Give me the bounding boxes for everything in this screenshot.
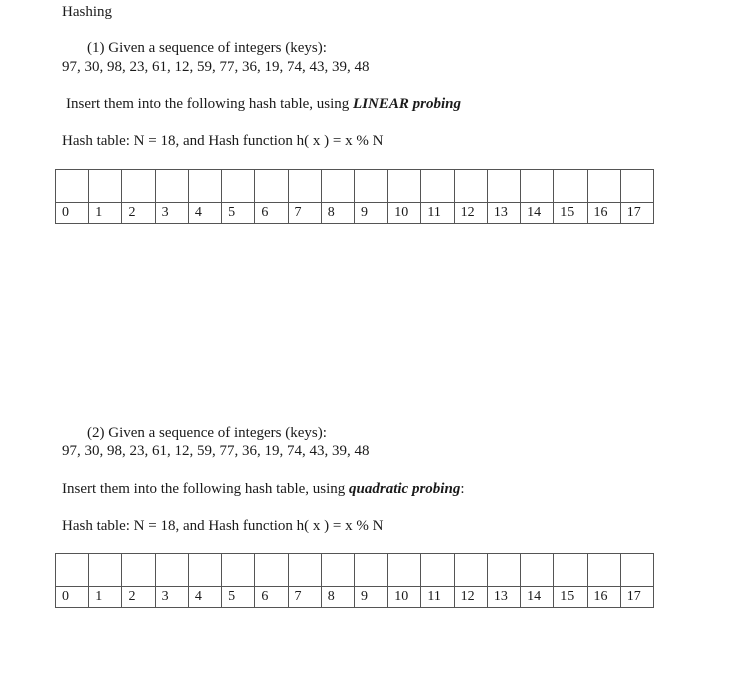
- hash-slot-11[interactable]: [421, 554, 454, 587]
- hash-slot-17[interactable]: [620, 170, 653, 203]
- hash-slot-14[interactable]: [521, 554, 554, 587]
- part2-instruction: [62, 480, 465, 498]
- hash-index-4: 4: [188, 203, 221, 224]
- part1-instruction: [66, 95, 461, 113]
- hash-slot-12[interactable]: [454, 554, 487, 587]
- hash-index-6: 6: [255, 587, 288, 608]
- hash-slot-15[interactable]: [554, 554, 587, 587]
- hash-index-17: 17: [620, 587, 653, 608]
- hash-slot-10[interactable]: [388, 554, 421, 587]
- part2-keys: 97, 30, 98, 23, 61, 12, 59, 77, 36, 19, 74, 43, 39, 48: [62, 443, 370, 459]
- hash-index-9: 9: [354, 587, 387, 608]
- hash-index-12: 12: [454, 587, 487, 608]
- hash-slot-13[interactable]: [487, 170, 520, 203]
- hash-table-2-index-row: [56, 587, 654, 608]
- hash-index-11: 11: [421, 587, 454, 608]
- hash-slot-6[interactable]: [255, 170, 288, 203]
- hash-index-7: 7: [288, 203, 321, 224]
- hash-slot-7[interactable]: [288, 170, 321, 203]
- hash-index-13: 13: [487, 203, 520, 224]
- hash-index-1: 1: [89, 587, 122, 608]
- hash-index-10: 10: [388, 587, 421, 608]
- hash-index-6: 6: [255, 203, 288, 224]
- hash-index-3: 3: [155, 203, 188, 224]
- part1-hash-info: Hash table: N = 18, and Hash function h( x ) = x % N: [62, 133, 384, 149]
- hash-slot-2[interactable]: [122, 170, 155, 203]
- hash-slot-9[interactable]: [354, 170, 387, 203]
- part2-method: quadratic probing: [349, 481, 461, 497]
- hash-slot-16[interactable]: [587, 554, 620, 587]
- hash-slot-5[interactable]: [222, 554, 255, 587]
- hash-index-0: 0: [56, 587, 89, 608]
- hash-index-2: 2: [122, 587, 155, 608]
- hash-index-1: 1: [89, 203, 122, 224]
- hash-slot-13[interactable]: [487, 554, 520, 587]
- hash-table-1-slot-row: [56, 170, 654, 203]
- part1-keys: 97, 30, 98, 23, 61, 12, 59, 77, 36, 19, 74, 43, 39, 48: [62, 59, 370, 75]
- hash-slot-3[interactable]: [155, 170, 188, 203]
- hash-table-2-slot-row: [56, 554, 654, 587]
- hash-index-14: 14: [521, 587, 554, 608]
- hash-index-2: 2: [122, 203, 155, 224]
- hash-index-15: 15: [554, 587, 587, 608]
- part2-hash-info: Hash table: N = 18, and Hash function h( x ) = x % N: [62, 518, 384, 534]
- hash-slot-4[interactable]: [188, 170, 221, 203]
- hash-table-2: [55, 553, 654, 608]
- hash-slot-11[interactable]: [421, 170, 454, 203]
- hash-slot-17[interactable]: [620, 554, 653, 587]
- hash-index-3: 3: [155, 587, 188, 608]
- hash-index-13: 13: [487, 587, 520, 608]
- hash-slot-10[interactable]: [388, 170, 421, 203]
- hash-slot-7[interactable]: [288, 554, 321, 587]
- hash-slot-12[interactable]: [454, 170, 487, 203]
- hash-index-10: 10: [388, 203, 421, 224]
- hash-slot-3[interactable]: [155, 554, 188, 587]
- hash-slot-2[interactable]: [122, 554, 155, 587]
- hash-index-16: 16: [587, 587, 620, 608]
- hash-slot-4[interactable]: [188, 554, 221, 587]
- hash-index-15: 15: [554, 203, 587, 224]
- hash-index-14: 14: [521, 203, 554, 224]
- hash-index-11: 11: [421, 203, 454, 224]
- hash-slot-15[interactable]: [554, 170, 587, 203]
- hash-slot-0[interactable]: [56, 170, 89, 203]
- part2-heading: (2) Given a sequence of integers (keys):: [87, 425, 327, 441]
- hash-index-12: 12: [454, 203, 487, 224]
- hash-slot-6[interactable]: [255, 554, 288, 587]
- hash-slot-14[interactable]: [521, 170, 554, 203]
- hash-index-16: 16: [587, 203, 620, 224]
- hash-index-7: 7: [288, 587, 321, 608]
- part1-heading: (1) Given a sequence of integers (keys):: [87, 40, 327, 56]
- hash-slot-1[interactable]: [89, 170, 122, 203]
- hash-index-5: 5: [222, 203, 255, 224]
- hash-index-9: 9: [354, 203, 387, 224]
- hash-slot-8[interactable]: [321, 554, 354, 587]
- part2-instruction-suffix: :: [460, 481, 465, 497]
- hash-slot-16[interactable]: [587, 170, 620, 203]
- hash-index-5: 5: [222, 587, 255, 608]
- hash-index-0: 0: [56, 203, 89, 224]
- hash-table-1-index-row: [56, 203, 654, 224]
- page-title: Hashing: [62, 4, 112, 20]
- part1-method: LINEAR probing: [353, 96, 461, 112]
- hash-index-17: 17: [620, 203, 653, 224]
- hash-slot-8[interactable]: [321, 170, 354, 203]
- hash-index-4: 4: [188, 587, 221, 608]
- hash-index-8: 8: [321, 203, 354, 224]
- hash-slot-1[interactable]: [89, 554, 122, 587]
- hash-slot-0[interactable]: [56, 554, 89, 587]
- part2-instruction-prefix: Insert them into the following hash table, using: [62, 481, 350, 497]
- hash-slot-5[interactable]: [222, 170, 255, 203]
- hash-table-1: [55, 169, 654, 224]
- part1-instruction-prefix: Insert them into the following hash table, using: [66, 96, 354, 112]
- hash-slot-9[interactable]: [354, 554, 387, 587]
- hash-index-8: 8: [321, 587, 354, 608]
